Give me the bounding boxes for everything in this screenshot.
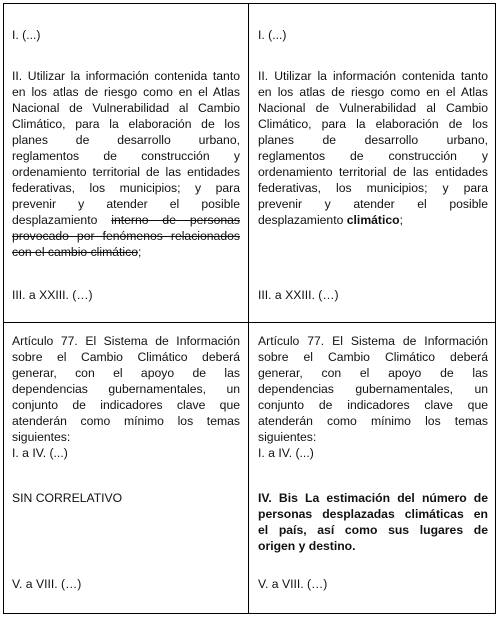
- text-line: federativas, los municipios; y para: [258, 181, 488, 195]
- paragraph-fraction-v-viii: V. a VIII. (…): [258, 577, 328, 591]
- cell-top-right: [252, 4, 494, 322]
- text-line: sobre el Cambio Climático deberá: [258, 350, 488, 364]
- paragraph-article-77: [258, 333, 488, 461]
- text-line: Nacional de Vulnerabilidad al Cambio: [258, 101, 488, 115]
- text-line: Nacional de Vulnerabilidad al Cambio: [12, 101, 240, 115]
- text-line: prevenir y atender el posible: [258, 197, 488, 211]
- text-line: II. Utilizar la información contenida tanto: [258, 69, 488, 83]
- text-line: Artículo 77. El Sistema de Información: [258, 334, 488, 348]
- text-line: Climático, para la elaboración de los: [258, 117, 488, 131]
- text-line: IV. Bis La estimación del número de: [258, 491, 488, 505]
- text-line: [12, 212, 240, 228]
- text-line: [258, 212, 488, 228]
- text-line: atenderán como mínimo los temas: [258, 414, 488, 428]
- cell-bottom-left: [6, 324, 246, 614]
- text-line: I. a IV. (...): [258, 446, 314, 460]
- text-line: en los atlas de riesgo como en el Atlas: [12, 85, 240, 99]
- paragraph-fraction-ii: [12, 68, 240, 260]
- paragraph-article-77: [12, 333, 240, 461]
- plain-text: ;: [399, 213, 403, 227]
- row-divider: [4, 322, 495, 323]
- text-line: el país, así como sus lugares de: [258, 523, 488, 537]
- text-line: dependencias gubernamentales, un: [258, 382, 488, 396]
- cell-top-left: [6, 4, 246, 322]
- text-line: I. a IV. (...): [12, 446, 68, 460]
- text-line: reglamentos de construcción y: [12, 149, 240, 163]
- text-line: Climático, para la elaboración de los: [12, 117, 240, 131]
- text-line: federativas, los municipios; y para: [12, 181, 240, 195]
- text-line: ordenamiento territorial de las entidades: [258, 165, 488, 179]
- paragraph-fraction-i: I. (...): [258, 28, 287, 42]
- text-line: reglamentos de construcción y: [258, 149, 488, 163]
- text-line: [12, 244, 240, 260]
- plain-text: desplazamiento: [12, 213, 112, 227]
- text-line: dependencias gubernamentales, un: [12, 382, 240, 396]
- paragraph-fraction-iii-xxiii: III. a XXIII. (…): [12, 288, 93, 302]
- text-line: origen y destino.: [258, 539, 356, 553]
- text-line: siguientes:: [12, 430, 71, 444]
- text-line: planes de desarrollo urbano,: [12, 133, 240, 147]
- text-line: ordenamiento territorial de las entidades: [12, 165, 240, 179]
- paragraph-fraction-ii: [258, 68, 488, 228]
- text-line: generar, con el apoyo de las: [12, 366, 240, 380]
- comparison-table: [3, 3, 496, 614]
- text-line: siguientes:: [258, 430, 317, 444]
- text-line: prevenir y atender el posible: [12, 197, 240, 211]
- paragraph-fraction-v-viii: V. a VIII. (…): [12, 577, 82, 591]
- text-line: sobre el Cambio Climático deberá: [12, 350, 240, 364]
- text-line: [12, 228, 240, 244]
- added-text: climático: [346, 213, 400, 227]
- text-line: en los atlas de riesgo como en el Atlas: [258, 85, 488, 99]
- deleted-text: con el cambio climático: [12, 245, 138, 259]
- text-line: II. Utilizar la información contenida tanto: [12, 69, 240, 83]
- text-line: Artículo 77. El Sistema de Información: [12, 334, 240, 348]
- cell-bottom-right: [252, 324, 494, 614]
- paragraph-fraction-iii-xxiii: III. a XXIII. (…): [258, 288, 339, 302]
- text-line: atenderán como mínimo los temas: [12, 414, 240, 428]
- plain-text: ;: [138, 245, 142, 259]
- plain-text: desplazamiento: [258, 213, 347, 227]
- text-line: conjunto de indicadores clave que: [12, 398, 240, 412]
- column-divider: [248, 4, 249, 613]
- text-line: planes de desarrollo urbano,: [258, 133, 488, 147]
- text-line: generar, con el apoyo de las: [258, 366, 488, 380]
- deleted-text: interno de personas: [111, 213, 240, 227]
- deleted-text: provocado por fenómenos relacionados: [12, 229, 240, 243]
- paragraph-sin-correlativo: SIN CORRELATIVO: [12, 491, 123, 505]
- text-line: personas desplazadas climáticas en: [258, 507, 488, 521]
- paragraph-fraction-i: I. (...): [12, 28, 41, 42]
- paragraph-fraction-iv-bis: [258, 490, 488, 554]
- text-line: conjunto de indicadores clave que: [258, 398, 488, 412]
